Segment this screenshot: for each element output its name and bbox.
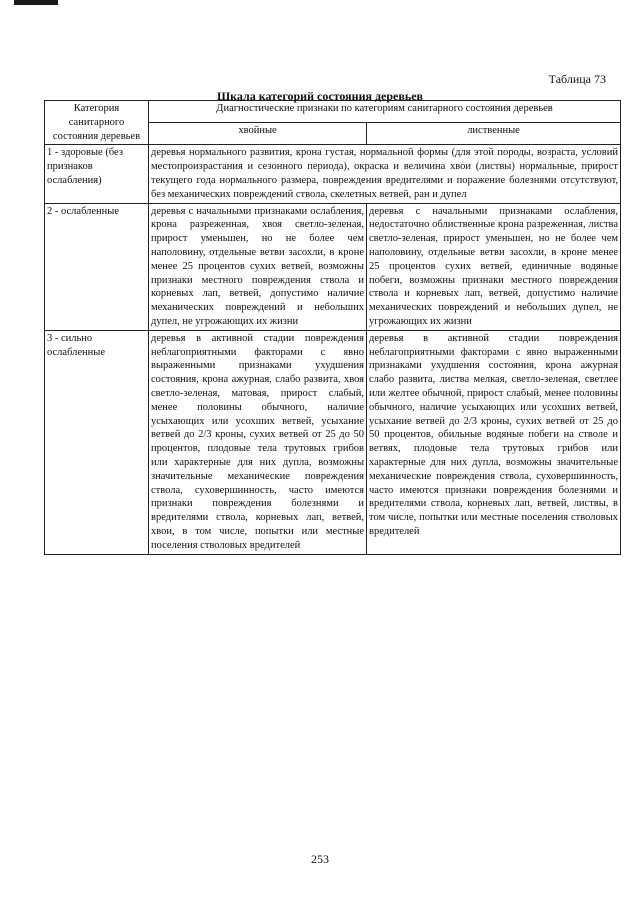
header-row [45, 101, 621, 123]
row-deciduous-signs: деревья с начальными признаками ослабления, недостаточно облиственные крона разреженная, листва светло-зеленая, прирост уменьшен, но не более чем наполовину, отдельные ветви засохли, в кроне менее 25 процентов сухих ветвей, единичные водяные побеги, возможны признаки местного повреждения ствола и корневых лап, ветвей, допустимо наличие механических повреждений и небольших дупел, не угрожающих их жизни [367, 203, 621, 330]
table-row [45, 330, 621, 554]
table-title: Шкала категорий состояния деревьев [216, 89, 424, 103]
row-deciduous-signs: деревья в активной стадии повреждения неблагоприятными факторами с явно выраженными признаками ухудшения состояния, крона ажурная слабо развита, листва мелкая, светло-зеленая, светлее или желтее обычной, прирост слабый, менее половины обычного, наличие усыхающих или усохших ветвей, усыхание ветвей до 2/3 кроны, сухих ветвей от 25 до 50 процентов, обильные водяные побеги на стволе и ветвях, плодовые тела трутовых грибов или характерные для них дупла, возможны значительные механические повреждения ствола, суховершинность, часто имеются признаки повреждения болезнями и вредителями ствола, корневых лап, ветвей, листвы, в том числе, попытки или местные поселения стволовых вредителей [367, 330, 621, 554]
header-coniferous: хвойные [149, 123, 367, 145]
tree-condition-table [44, 100, 621, 555]
header-diagnostic: Диагностические признаки по категориям санитарного состояния деревьев [149, 101, 621, 123]
row-category: 3 - сильно ослабленные [45, 330, 149, 554]
row-category: 1 - здоровые (без признаков ослабления) [45, 145, 149, 203]
scan-edge-mark [14, 0, 58, 5]
page-number: 253 [311, 852, 329, 866]
header-category: Категория санитарного состояния деревьев [45, 101, 149, 145]
row-combined-signs: деревья нормального развития, крона густая, нормальной формы (для этой породы, возраста, условий местопроизрастания и сезонного периода), окраска и величина хвои (листвы) нормальные, прирост текущего года нормального размера, повреждения вредителями и поражение болезнями отсутствуют, без механических повреждений ствола, скелетных ветвей, ран и дупел [149, 145, 621, 203]
row-coniferous-signs: деревья в активной стадии повреждения неблагоприятными факторами с явно выраженными признаками ухудшения состояния, крона ажурная, слабо развита, хвоя светло-зеленая, матовая, прирост слабый, менее половины обычного, наличие усыхающих или усохших ветвей, усыхание ветвей до 2/3 кроны, сухих ветвей от 25 до 50 процентов, плодовые тела трутовых грибов или характерные для них дупла, возможны значительные механические повреждения ствола, суховершинность, часто имеются признаки повреждения болезнями и вредителями ствола, корневых лап, ветвей, хвои, в том числе, попытки или местные поселения стволовых вредителей [149, 330, 367, 554]
header-deciduous: лиственные [367, 123, 621, 145]
table-row [45, 203, 621, 330]
row-category: 2 - ослабленные [45, 203, 149, 330]
table-row [45, 145, 621, 203]
table-number: Таблица 73 [548, 72, 606, 86]
row-coniferous-signs: деревья с начальными признаками ослабления, крона разреженная, хвоя светло-зеленая, прирост уменьшен, но не более чем наполовину, отдельные ветви засохли, в кроне менее 25 процентов сухих ветвей, возможны признаки местного повреждения ствола и корневых лап, ветвей, допустимо наличие механических повреждений и небольших дупел, не угрожающих их жизни [149, 203, 367, 330]
